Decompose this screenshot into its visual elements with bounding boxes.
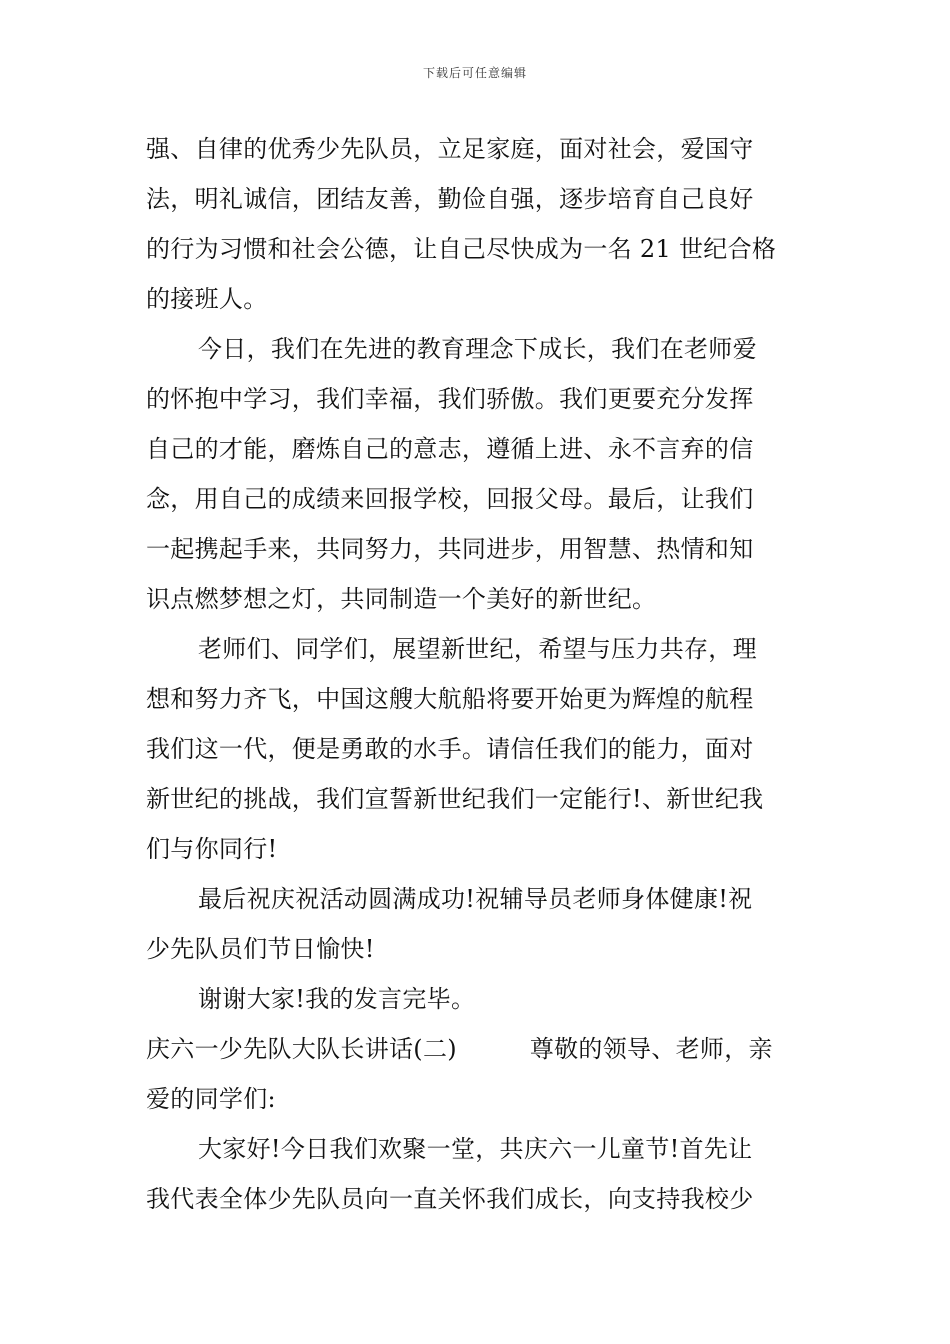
page-header: 下载后可任意编辑 [422,66,527,80]
text-line: 老师们、同学们，展望新世纪，希望与压力共存，理 [198,635,757,663]
text-line: 一起携起手来，共同努力，共同进步，用智慧、热情和知 [146,535,754,563]
text-line: 爱的同学们: [146,1085,276,1113]
text-line: 谢谢大家!我的发言完毕。 [198,985,476,1013]
text-line: 少先队员们节日愉快! [146,935,375,963]
document-body [146,124,810,1224]
text-line: 念，用自己的成绩来回报学校，回报父母。最后，让我们 [146,485,754,513]
text-line: 法，明礼诚信，团结友善，勤俭自强，逐步培育自己良好 [146,185,754,213]
text-line: 想和努力齐飞，中国这艘大航船将要开始更为辉煌的航程 [146,685,754,713]
text-line: 我代表全体少先队员向一直关怀我们成长，向支持我校少 [146,1185,754,1213]
text-line: 最后祝庆祝活动圆满成功!祝辅导员老师身体健康!祝 [198,885,753,913]
text-line: 的行为习惯和社会公德，让自己尽快成为一名 21 世纪合格 [146,235,777,263]
text-line: 庆六一少先队大队长讲话(二) 尊敬的领导、老师，亲 [146,1035,773,1063]
text-line: 的怀抱中学习，我们幸福，我们骄傲。我们更要充分发挥 [146,385,754,413]
text-line: 我们这一代，便是勇敢的水手。请信任我们的能力，面对 [146,735,754,763]
text-line: 们与你同行! [146,835,278,863]
text-line: 新世纪的挑战，我们宣誓新世纪我们一定能行!、新世纪我 [146,785,764,813]
text-line: 自己的才能，磨炼自己的意志，遵循上进、永不言弃的信 [146,435,754,463]
text-line: 识点燃梦想之灯，共同制造一个美好的新世纪。 [146,585,657,613]
text-line: 大家好!今日我们欢聚一堂，共庆六一儿童节!首先让 [198,1135,753,1163]
text-line: 强、自律的优秀少先队员，立足家庭，面对社会，爱国守 [146,135,754,163]
text-line: 今日，我们在先进的教育理念下成长，我们在老师爱 [198,335,757,363]
text-line: 的接班人。 [146,285,268,313]
